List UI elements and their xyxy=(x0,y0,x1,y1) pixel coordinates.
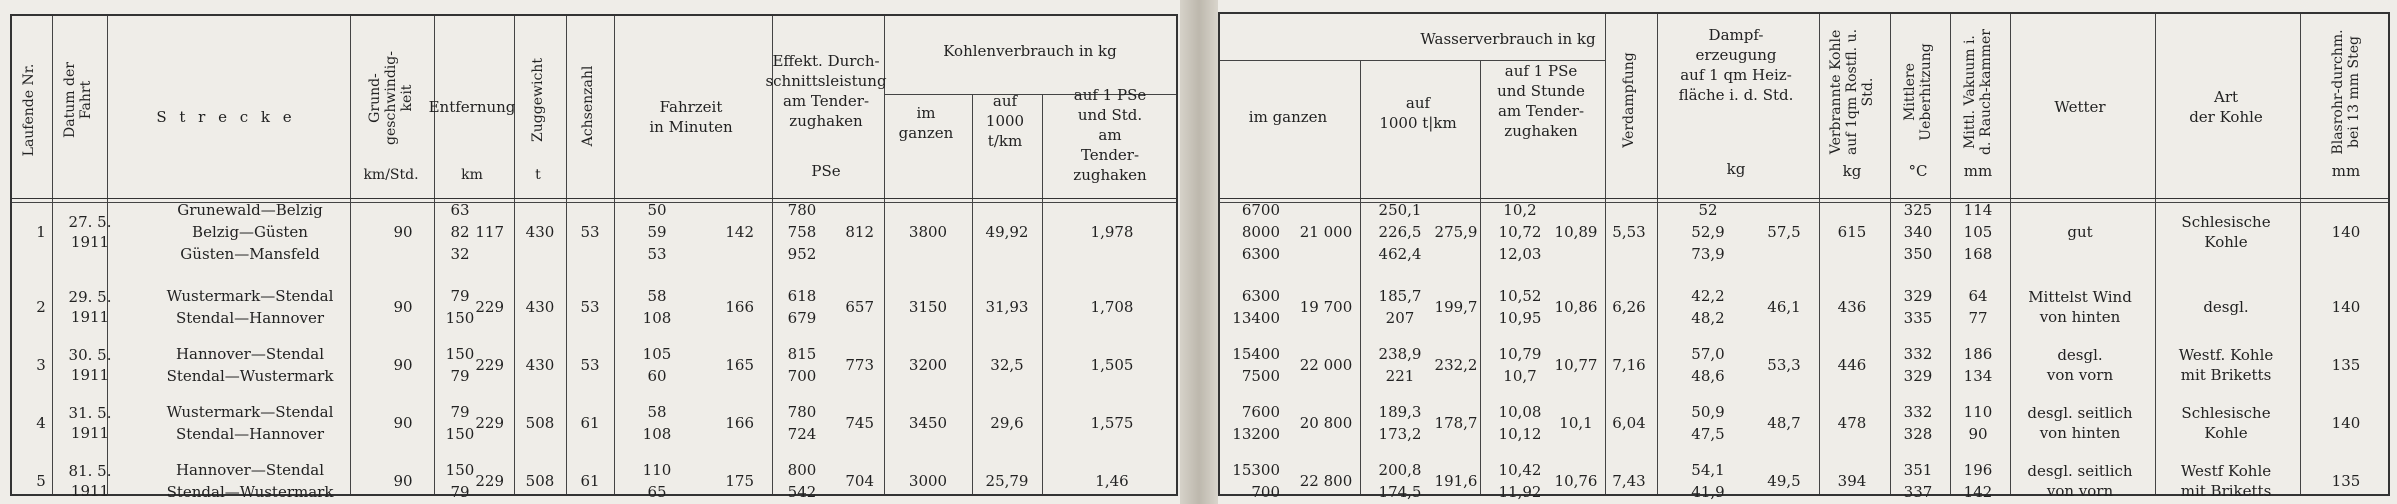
row-water-ps: 10,2 xyxy=(1503,201,1537,219)
row-nr: 2 xyxy=(36,298,46,316)
row-vacuum: 77 xyxy=(1968,309,1988,327)
header-kohle-ps: auf 1 PSe xyxy=(1073,86,1147,104)
row-water-tkm: 200,8 xyxy=(1378,461,1422,479)
row-water-tkm: 174,5 xyxy=(1378,483,1422,501)
row-coal-ps: 1,575 xyxy=(1090,414,1134,432)
header-verbrannt-unit: kg xyxy=(1842,162,1862,180)
row-water: 8000 xyxy=(1241,223,1280,241)
row-time: 58 xyxy=(647,403,667,421)
row-route: Wustermark—Stendal xyxy=(166,287,334,305)
row-water: 6700 xyxy=(1241,201,1280,219)
header-wasser-ps: auf 1 PSe xyxy=(1504,62,1578,80)
row-coal-type: mit Briketts xyxy=(2180,482,2272,500)
row-water-tkm-avg: 191,6 xyxy=(1434,472,1478,490)
header-wasser-ganzen: im ganzen xyxy=(1248,108,1328,126)
header-vakuum: Mittl. Vakuum i. d. Rauch-kammer xyxy=(1962,28,1994,156)
row-date: 31. 5. xyxy=(68,404,112,422)
header-blasrohr-unit: mm xyxy=(2331,162,2361,180)
row-weather: von vorn xyxy=(2046,366,2114,384)
row-time: 110 xyxy=(642,461,672,479)
header-kohle-ganzen: im xyxy=(916,104,936,122)
row-superheat: 350 xyxy=(1903,245,1933,263)
row-water-ps: 10,08 xyxy=(1498,403,1542,421)
row-water: 700 xyxy=(1251,483,1280,501)
row-nr: 1 xyxy=(36,223,46,241)
row-steam: 47,5 xyxy=(1691,425,1725,443)
row-water-tkm-avg: 275,9 xyxy=(1434,223,1478,241)
row-water-ps: 10,79 xyxy=(1498,345,1542,363)
header-ueberhitz-unit: °C xyxy=(1908,162,1928,180)
row-water-ps: 10,7 xyxy=(1503,367,1537,385)
row-route: Stendal—Wustermark xyxy=(166,483,334,501)
row-time: 59 xyxy=(647,223,667,241)
row-power-avg: 773 xyxy=(845,356,874,374)
header-kohle-tkm: auf xyxy=(992,92,1018,110)
header-wasserverbrauch: Wasserverbrauch in kg xyxy=(1420,30,1596,48)
row-power: 700 xyxy=(787,367,817,385)
row-vacuum: 186 xyxy=(1963,345,1993,363)
row-route: Güsten—Mansfeld xyxy=(180,245,320,263)
row-coal-type: Westf. Kohle xyxy=(2178,346,2274,364)
row-superheat: 335 xyxy=(1903,309,1933,327)
row-burnt-coal: 478 xyxy=(1837,414,1867,432)
row-water-ps-avg: 10,86 xyxy=(1554,298,1598,316)
row-route: Stendal—Wustermark xyxy=(166,367,334,385)
header-zuggewicht: Zuggewicht xyxy=(530,58,546,142)
row-axles: 61 xyxy=(580,414,600,432)
row-time-total: 165 xyxy=(725,356,754,374)
header-wasser-ps: zughaken xyxy=(1504,122,1578,140)
row-verdampfung: 5,53 xyxy=(1612,223,1646,241)
row-water-tkm: 221 xyxy=(1385,367,1415,385)
header-kohle-tkm: t/km xyxy=(987,132,1023,150)
row-water-ps-avg: 10,77 xyxy=(1554,356,1598,374)
row-weather: gut xyxy=(2067,223,2093,241)
row-burnt-coal: 615 xyxy=(1837,223,1867,241)
row-burnt-coal: 394 xyxy=(1837,472,1867,490)
row-water-ps-avg: 10,89 xyxy=(1554,223,1598,241)
header-wasser-tkm: 1000 t|km xyxy=(1379,114,1457,132)
row-coal: 3450 xyxy=(908,414,948,432)
row-steam: 52,9 xyxy=(1691,223,1725,241)
row-coal-ps: 1,708 xyxy=(1090,298,1134,316)
row-time: 108 xyxy=(642,309,672,327)
row-nozzle: 135 xyxy=(2331,472,2361,490)
row-nr: 5 xyxy=(36,472,46,490)
row-water: 6300 xyxy=(1241,245,1280,263)
row-distance: 82 xyxy=(450,223,470,241)
header-art-kohle: der Kohle xyxy=(2189,108,2263,126)
header-dampferzeugung: auf 1 qm Heiz- xyxy=(1680,66,1792,84)
row-speed: 90 xyxy=(393,298,413,316)
row-time: 53 xyxy=(647,245,667,263)
row-time-total: 166 xyxy=(725,414,754,432)
header-kohle-ps: zughaken xyxy=(1073,166,1147,184)
header-wasser-ps: am Tender- xyxy=(1497,102,1585,120)
row-route: Belzig—Güsten xyxy=(192,223,308,241)
header-ueberhitzung: Mittlere Ueberhitzung xyxy=(1902,43,1934,141)
header-strecke: S t r e c k e xyxy=(156,108,296,126)
row-water-total: 20 800 xyxy=(1299,414,1353,432)
row-weather: von hinten xyxy=(2039,308,2121,326)
row-weight: 430 xyxy=(525,223,555,241)
row-steam: 50,9 xyxy=(1691,403,1725,421)
row-power: 780 xyxy=(787,201,817,219)
row-time: 108 xyxy=(642,425,672,443)
row-water-ps: 10,72 xyxy=(1498,223,1542,241)
row-verdampfung: 6,04 xyxy=(1612,414,1646,432)
header-zuggewicht-unit: t xyxy=(535,167,541,183)
row-water-ps: 12,03 xyxy=(1498,245,1542,263)
row-water-ps-avg: 10,76 xyxy=(1554,472,1598,490)
row-steam-avg: 53,3 xyxy=(1767,356,1801,374)
row-steam: 48,2 xyxy=(1691,309,1725,327)
book-gutter xyxy=(1180,0,1218,504)
row-water: 13400 xyxy=(1232,309,1280,327)
row-weight: 508 xyxy=(525,472,555,490)
header-wasser-ps: und Stunde xyxy=(1497,82,1585,100)
row-superheat: 325 xyxy=(1903,201,1933,219)
row-water-total: 19 700 xyxy=(1299,298,1353,316)
header-verbrannte-kohle: Verbrannte Kohle auf 1qm Rostfl. u. Std. xyxy=(1828,28,1876,156)
row-date-year: 1911 xyxy=(70,424,110,442)
row-distance: 150 xyxy=(445,461,475,479)
row-date-year: 1911 xyxy=(70,233,110,251)
header-leistung-unit: PSe xyxy=(811,162,841,180)
left-page xyxy=(0,0,1180,504)
row-water-tkm-avg: 199,7 xyxy=(1434,298,1478,316)
row-steam-avg: 49,5 xyxy=(1767,472,1801,490)
row-vacuum: 90 xyxy=(1968,425,1988,443)
row-steam-avg: 57,5 xyxy=(1767,223,1801,241)
row-power: 780 xyxy=(787,403,817,421)
row-superheat: 340 xyxy=(1903,223,1933,241)
row-axles: 53 xyxy=(580,356,600,374)
row-coal-type: Kohle xyxy=(2204,233,2248,251)
row-water-ps: 10,42 xyxy=(1498,461,1542,479)
row-date-year: 1911 xyxy=(70,482,110,500)
row-coal: 3150 xyxy=(908,298,948,316)
row-distance: 79 xyxy=(450,287,470,305)
row-coal-tkm: 29,6 xyxy=(990,414,1024,432)
row-vacuum: 196 xyxy=(1963,461,1993,479)
row-nr: 3 xyxy=(36,356,46,374)
row-steam-avg: 48,7 xyxy=(1767,414,1801,432)
row-speed: 90 xyxy=(393,414,413,432)
row-weight: 508 xyxy=(525,414,555,432)
row-route: Wustermark—Stendal xyxy=(166,403,334,421)
row-distance-total: 229 xyxy=(475,414,504,432)
row-water-tkm-avg: 232,2 xyxy=(1434,356,1478,374)
row-coal: 3000 xyxy=(908,472,948,490)
row-water-total: 22 000 xyxy=(1299,356,1353,374)
row-water-total: 21 000 xyxy=(1299,223,1353,241)
row-power: 618 xyxy=(787,287,817,305)
row-distance: 79 xyxy=(450,367,470,385)
row-power: 724 xyxy=(787,425,817,443)
header-vakuum-unit: mm xyxy=(1963,162,1993,180)
header-geschw-unit: km/Std. xyxy=(363,167,419,183)
header-dampferzeugung: erzeugung xyxy=(1695,46,1777,64)
row-axles: 53 xyxy=(580,298,600,316)
header-grundgeschwindigkeit: Grund-geschwindig-keit xyxy=(367,51,415,145)
row-coal: 3200 xyxy=(908,356,948,374)
row-vacuum: 114 xyxy=(1963,201,1993,219)
row-coal-tkm: 31,93 xyxy=(985,298,1029,316)
header-blasrohr: Blasrohr-durchm. bei 13 mm Steg xyxy=(2330,29,2362,155)
row-power: 542 xyxy=(787,483,817,501)
row-superheat: 351 xyxy=(1903,461,1933,479)
row-steam: 57,0 xyxy=(1691,345,1725,363)
row-water-ps: 11,92 xyxy=(1498,483,1542,501)
row-superheat: 332 xyxy=(1903,345,1933,363)
row-verdampfung: 6,26 xyxy=(1612,298,1646,316)
row-time: 58 xyxy=(647,287,667,305)
row-route: Hannover—Stendal xyxy=(175,345,325,363)
row-power-avg: 704 xyxy=(845,472,874,490)
row-route: Stendal—Hannover xyxy=(175,309,325,327)
row-route: Stendal—Hannover xyxy=(175,425,325,443)
row-date: 27. 5. xyxy=(68,213,112,231)
row-time: 105 xyxy=(642,345,672,363)
row-distance-total: 117 xyxy=(475,223,504,241)
row-steam: 73,9 xyxy=(1691,245,1725,263)
row-speed: 90 xyxy=(393,472,413,490)
row-power: 952 xyxy=(787,245,817,263)
row-coal-ps: 1,505 xyxy=(1090,356,1134,374)
row-power: 679 xyxy=(787,309,817,327)
header-kohlenverbrauch: Kohlenverbrauch in kg xyxy=(943,42,1117,60)
header-verdampfung: Verdampfung xyxy=(1621,52,1637,148)
row-date: 81. 5. xyxy=(68,462,112,480)
row-vacuum: 168 xyxy=(1963,245,1993,263)
header-achsenzahl: Achsenzahl xyxy=(580,65,596,147)
row-date: 29. 5. xyxy=(68,288,112,306)
row-verdampfung: 7,16 xyxy=(1612,356,1646,374)
row-time-total: 175 xyxy=(725,472,754,490)
row-water-total: 22 800 xyxy=(1299,472,1353,490)
row-water-tkm: 226,5 xyxy=(1378,223,1422,241)
row-steam: 42,2 xyxy=(1691,287,1725,305)
row-water: 15300 xyxy=(1232,461,1280,479)
row-steam: 48,6 xyxy=(1691,367,1725,385)
row-coal-ps: 1,978 xyxy=(1090,223,1134,241)
row-coal-tkm: 25,79 xyxy=(985,472,1029,490)
row-distance: 150 xyxy=(445,345,475,363)
row-distance: 32 xyxy=(450,245,470,263)
row-water-tkm: 189,3 xyxy=(1378,403,1422,421)
header-wasser-tkm: auf xyxy=(1405,94,1431,112)
row-time: 50 xyxy=(647,201,667,219)
header-wetter: Wetter xyxy=(2054,98,2106,116)
row-water-ps-avg: 10,1 xyxy=(1559,414,1593,432)
row-water: 7600 xyxy=(1241,403,1280,421)
header-kohle-ganzen: ganzen xyxy=(898,124,954,142)
header-art: Art xyxy=(2213,88,2239,106)
header-dampferzeugung: Dampf- xyxy=(1708,26,1764,44)
row-distance-total: 229 xyxy=(475,298,504,316)
row-power-avg: 812 xyxy=(845,223,874,241)
row-water-tkm-avg: 178,7 xyxy=(1434,414,1478,432)
row-power: 800 xyxy=(787,461,817,479)
row-superheat: 328 xyxy=(1903,425,1933,443)
header-leistung: schnittsleistung xyxy=(765,72,887,90)
row-water-tkm: 173,2 xyxy=(1378,425,1422,443)
row-speed: 90 xyxy=(393,223,413,241)
row-power-avg: 745 xyxy=(845,414,874,432)
row-power: 758 xyxy=(787,223,817,241)
row-burnt-coal: 436 xyxy=(1837,298,1867,316)
header-dampf-unit: kg xyxy=(1726,160,1746,178)
row-vacuum: 142 xyxy=(1963,483,1993,501)
row-water-ps: 10,95 xyxy=(1498,309,1542,327)
row-vacuum: 110 xyxy=(1963,403,1993,421)
row-distance: 79 xyxy=(450,403,470,421)
header-entfernung: Entfernung xyxy=(428,98,516,116)
row-water: 6300 xyxy=(1241,287,1280,305)
row-vacuum: 105 xyxy=(1963,223,1993,241)
row-coal-type: Schlesische xyxy=(2181,213,2271,231)
row-distance: 150 xyxy=(445,309,475,327)
row-vacuum: 64 xyxy=(1968,287,1988,305)
row-power-avg: 657 xyxy=(845,298,874,316)
row-axles: 53 xyxy=(580,223,600,241)
row-coal-tkm: 49,92 xyxy=(985,223,1029,241)
row-nozzle: 135 xyxy=(2331,356,2361,374)
header-datum: Datum der Fahrt xyxy=(62,62,94,138)
row-nozzle: 140 xyxy=(2331,414,2361,432)
row-weather: von vorn xyxy=(2046,482,2114,500)
row-distance: 63 xyxy=(450,201,470,219)
row-weather: von hinten xyxy=(2039,424,2121,442)
row-water: 7500 xyxy=(1241,367,1280,385)
row-weather: Mittelst Wind xyxy=(2028,288,2132,306)
row-weather: desgl. seitlich xyxy=(2027,462,2133,480)
row-date: 30. 5. xyxy=(68,346,112,364)
row-steam-avg: 46,1 xyxy=(1767,298,1801,316)
row-superheat: 329 xyxy=(1903,367,1933,385)
header-leistung: zughaken xyxy=(789,112,863,130)
row-axles: 61 xyxy=(580,472,600,490)
row-superheat: 329 xyxy=(1903,287,1933,305)
row-water: 13200 xyxy=(1232,425,1280,443)
header-kohle-ps: und Std. xyxy=(1077,106,1143,124)
header-leistung: am Tender- xyxy=(782,92,870,110)
row-coal-tkm: 32,5 xyxy=(990,356,1024,374)
row-time-total: 166 xyxy=(725,298,754,316)
row-water-ps: 10,12 xyxy=(1498,425,1542,443)
row-date-year: 1911 xyxy=(70,366,110,384)
row-water-tkm: 207 xyxy=(1385,309,1415,327)
row-verdampfung: 7,43 xyxy=(1612,472,1646,490)
header-entfernung-unit: km xyxy=(461,167,483,183)
row-speed: 90 xyxy=(393,356,413,374)
row-coal-type: Schlesische xyxy=(2181,404,2271,422)
row-water-tkm: 250,1 xyxy=(1378,201,1422,219)
header-leistung: Effekt. Durch- xyxy=(772,52,880,70)
row-water-tkm: 238,9 xyxy=(1378,345,1422,363)
row-coal-type: desgl. xyxy=(2203,298,2249,316)
row-coal-ps: 1,46 xyxy=(1095,472,1129,490)
row-date-year: 1911 xyxy=(70,308,110,326)
row-distance: 79 xyxy=(450,483,470,501)
row-distance-total: 229 xyxy=(475,356,504,374)
row-water-tkm: 185,7 xyxy=(1378,287,1422,305)
header-kohle-ps: Tender- xyxy=(1080,146,1140,164)
row-water-ps: 10,52 xyxy=(1498,287,1542,305)
header-laufende-nr: Laufende Nr. xyxy=(21,63,37,157)
row-vacuum: 134 xyxy=(1963,367,1993,385)
row-steam: 54,1 xyxy=(1691,461,1725,479)
row-coal: 3800 xyxy=(908,223,948,241)
row-coal-type: mit Briketts xyxy=(2180,366,2272,384)
row-steam: 41,9 xyxy=(1691,483,1725,501)
row-nozzle: 140 xyxy=(2331,298,2361,316)
row-coal-type: Kohle xyxy=(2204,424,2248,442)
row-superheat: 337 xyxy=(1903,483,1933,501)
header-kohle-tkm: 1000 xyxy=(985,112,1025,130)
header-fahrzeit: Fahrzeit xyxy=(659,98,723,116)
row-steam: 52 xyxy=(1698,201,1718,219)
row-time: 60 xyxy=(647,367,667,385)
row-nozzle: 140 xyxy=(2331,223,2361,241)
row-power: 815 xyxy=(787,345,817,363)
header-dampferzeugung: fläche i. d. Std. xyxy=(1678,86,1794,104)
header-kohle-ps: am xyxy=(1098,126,1122,144)
row-coal-type: Westf Kohle xyxy=(2180,462,2272,480)
row-burnt-coal: 446 xyxy=(1837,356,1867,374)
row-water: 15400 xyxy=(1232,345,1280,363)
row-weight: 430 xyxy=(525,356,555,374)
row-weather: desgl. xyxy=(2057,346,2103,364)
right-page xyxy=(1218,0,2397,504)
row-time-total: 142 xyxy=(725,223,754,241)
row-superheat: 332 xyxy=(1903,403,1933,421)
row-nr: 4 xyxy=(36,414,46,432)
row-weight: 430 xyxy=(525,298,555,316)
row-distance: 150 xyxy=(445,425,475,443)
row-route: Grunewald—Belzig xyxy=(177,201,323,219)
row-route: Hannover—Stendal xyxy=(175,461,325,479)
row-time: 65 xyxy=(647,483,667,501)
row-distance-total: 229 xyxy=(475,472,504,490)
header-fahrzeit-minuten: in Minuten xyxy=(649,118,733,136)
row-water-tkm: 462,4 xyxy=(1378,245,1422,263)
row-weather: desgl. seitlich xyxy=(2027,404,2133,422)
